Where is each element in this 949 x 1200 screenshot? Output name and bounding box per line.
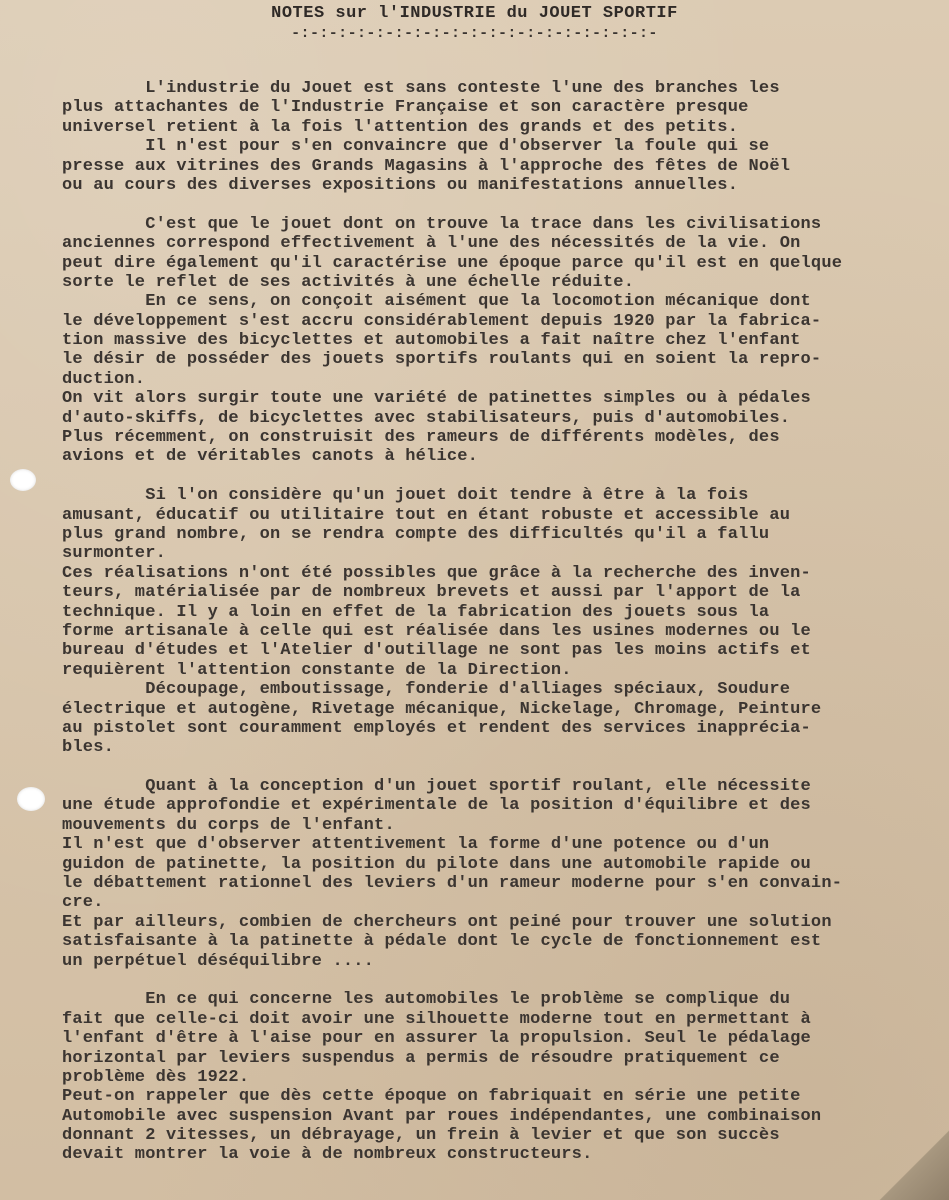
text-line: On vit alors surgir toute une variété de patinettes simples ou à pédales	[62, 389, 811, 409]
text-line: En ce qui concerne les automobiles le problème se complique du	[62, 990, 791, 1010]
text-line: forme artisanale à celle qui est réalisée dans les usines modernes ou le	[62, 621, 811, 641]
text-line: Automobile avec suspension Avant par roues indépendantes, une combinaison	[62, 1106, 822, 1126]
document-body	[62, 79, 942, 1165]
text-line: sorte le reflet de ses activités à une échelle réduite.	[62, 272, 635, 292]
text-line: plus attachantes de l'Industrie Française et son caractère presque	[62, 98, 749, 118]
text-line: duction.	[62, 369, 146, 389]
text-line: cre.	[62, 893, 104, 913]
text-line: d'auto-skiffs, de bicyclettes avec stabilisateurs, puis d'automobiles.	[62, 408, 791, 428]
text-line: le développement s'est accru considérablement depuis 1920 par la fabrica-	[62, 311, 822, 331]
text-line: problème dès 1922.	[62, 1067, 250, 1087]
text-line: Quant à la conception d'un jouet sportif roulant, elle nécessite	[62, 777, 811, 797]
text-line: avions et de véritables canots à hélice.	[62, 447, 479, 467]
text-line: Découpage, emboutissage, fonderie d'alliages spéciaux, Soudure	[62, 680, 791, 700]
text-line: devait montrer la voie à de nombreux constructeurs.	[62, 1145, 593, 1165]
blank-line	[62, 467, 942, 486]
text-line: universel retient à la fois l'attention des grands et des petits.	[62, 117, 739, 137]
text-line: horizontal par leviers suspendus a permis de résoudre pratiquement ce	[62, 1048, 780, 1068]
text-line: satisfaisante à la patinette à pédale dont le cycle de fonctionnement est	[62, 932, 822, 952]
text-line: Peut-on rappeler que dès cette époque on fabriquait en série une petite	[62, 1087, 801, 1107]
text-line: peut dire également qu'il caractérise une époque parce qu'il est en quelque	[62, 253, 843, 273]
title-underline-rule: -:-:-:-:-:-:-:-:-:-:-:-:-:-:-:-:-:-:-:-	[291, 25, 658, 42]
text-line: L'industrie du Jouet est sans conteste l'une des branches les	[62, 79, 780, 98]
text-line: En ce sens, on conçoit aisément que la locomotion mécanique dont	[62, 292, 811, 312]
text-line: bles.	[62, 738, 115, 758]
text-line: Il n'est que d'observer attentivement la forme d'une potence ou d'un	[62, 835, 770, 855]
text-line: plus grand nombre, on se rendra compte des difficultés qu'il a fallu	[62, 524, 770, 544]
text-line: le débattement rationnel des leviers d'un rameur moderne pour s'en convain-	[62, 874, 843, 894]
blank-line	[62, 758, 942, 777]
text-line: le désir de posséder des jouets sportifs roulants qui en soient la repro-	[62, 350, 822, 370]
text-line: au pistolet sont couramment employés et rendent des services inappréciа-	[62, 718, 811, 738]
punch-hole	[17, 787, 45, 811]
text-line: amusant, éducatif ou utilitaire tout en étant robuste et accessible au	[62, 505, 791, 525]
text-line: presse aux vitrines des Grands Magasins à l'approche des fêtes de Noël	[62, 156, 791, 176]
text-line: l'enfant d'être à l'aise pour en assurer la propulsion. Seul le pédalage	[62, 1029, 811, 1049]
text-line: Si l'on considère qu'un jouet doit tendre à être à la fois	[62, 486, 749, 506]
text-line: teurs, matérialisée par de nombreux brevets et aussi par l'apport de la	[62, 583, 801, 603]
text-line: bureau d'études et l'Atelier d'outillage ne sont pas les moins actifs et	[62, 641, 811, 661]
text-line: mouvements du corps de l'enfant.	[62, 815, 395, 835]
text-line: Et par ailleurs, combien de chercheurs ont peiné pour trouver une solution	[62, 912, 832, 932]
document-title: NOTES sur l'INDUSTRIE du JOUET SPORTIF	[271, 4, 678, 23]
text-line: une étude approfondie et expérimentale de la position d'équilibre et des	[62, 796, 811, 816]
text-line: guidon de patinette, la position du pilote dans une automobile rapide ou	[62, 854, 811, 874]
text-line: donnant 2 vitesses, un débrayage, un frein à levier et que son succès	[62, 1126, 780, 1146]
text-line: C'est que le jouet dont on trouve la trace dans les civilisations	[62, 214, 822, 234]
text-line: Plus récemment, on construisit des rameurs de différents modèles, des	[62, 428, 780, 448]
text-line: fait que celle-ci doit avoir une silhouette moderne tout en permettant à	[62, 1009, 811, 1029]
text-line: technique. Il y a loin en effet de la fabrication des jouets sous la	[62, 602, 770, 622]
text-line: tion massive des bicyclettes et automobiles a fait naître chez l'enfant	[62, 331, 801, 351]
text-line: Ces réalisations n'ont été possibles que grâce à la recherche des inven-	[62, 563, 811, 583]
text-line: Il n'est pour s'en convaincre que d'observer la foule qui se	[62, 137, 770, 157]
text-line: électrique et autogène, Rivetage mécanique, Nickelage, Chromage, Peinture	[62, 699, 822, 719]
text-line: anciennes correspond effectivement à l'une des nécessités de la vie. On	[62, 234, 801, 254]
blank-line	[62, 971, 942, 990]
punch-hole	[10, 469, 36, 491]
blank-line	[62, 195, 942, 214]
text-line: surmonter.	[62, 544, 167, 564]
text-line: ou au cours des diverses expositions ou manifestations annuelles.	[62, 175, 739, 195]
text-line: requièrent l'attention constante de la Direction.	[62, 660, 572, 680]
text-line: un perpétuel déséquilibre ....	[62, 951, 375, 971]
